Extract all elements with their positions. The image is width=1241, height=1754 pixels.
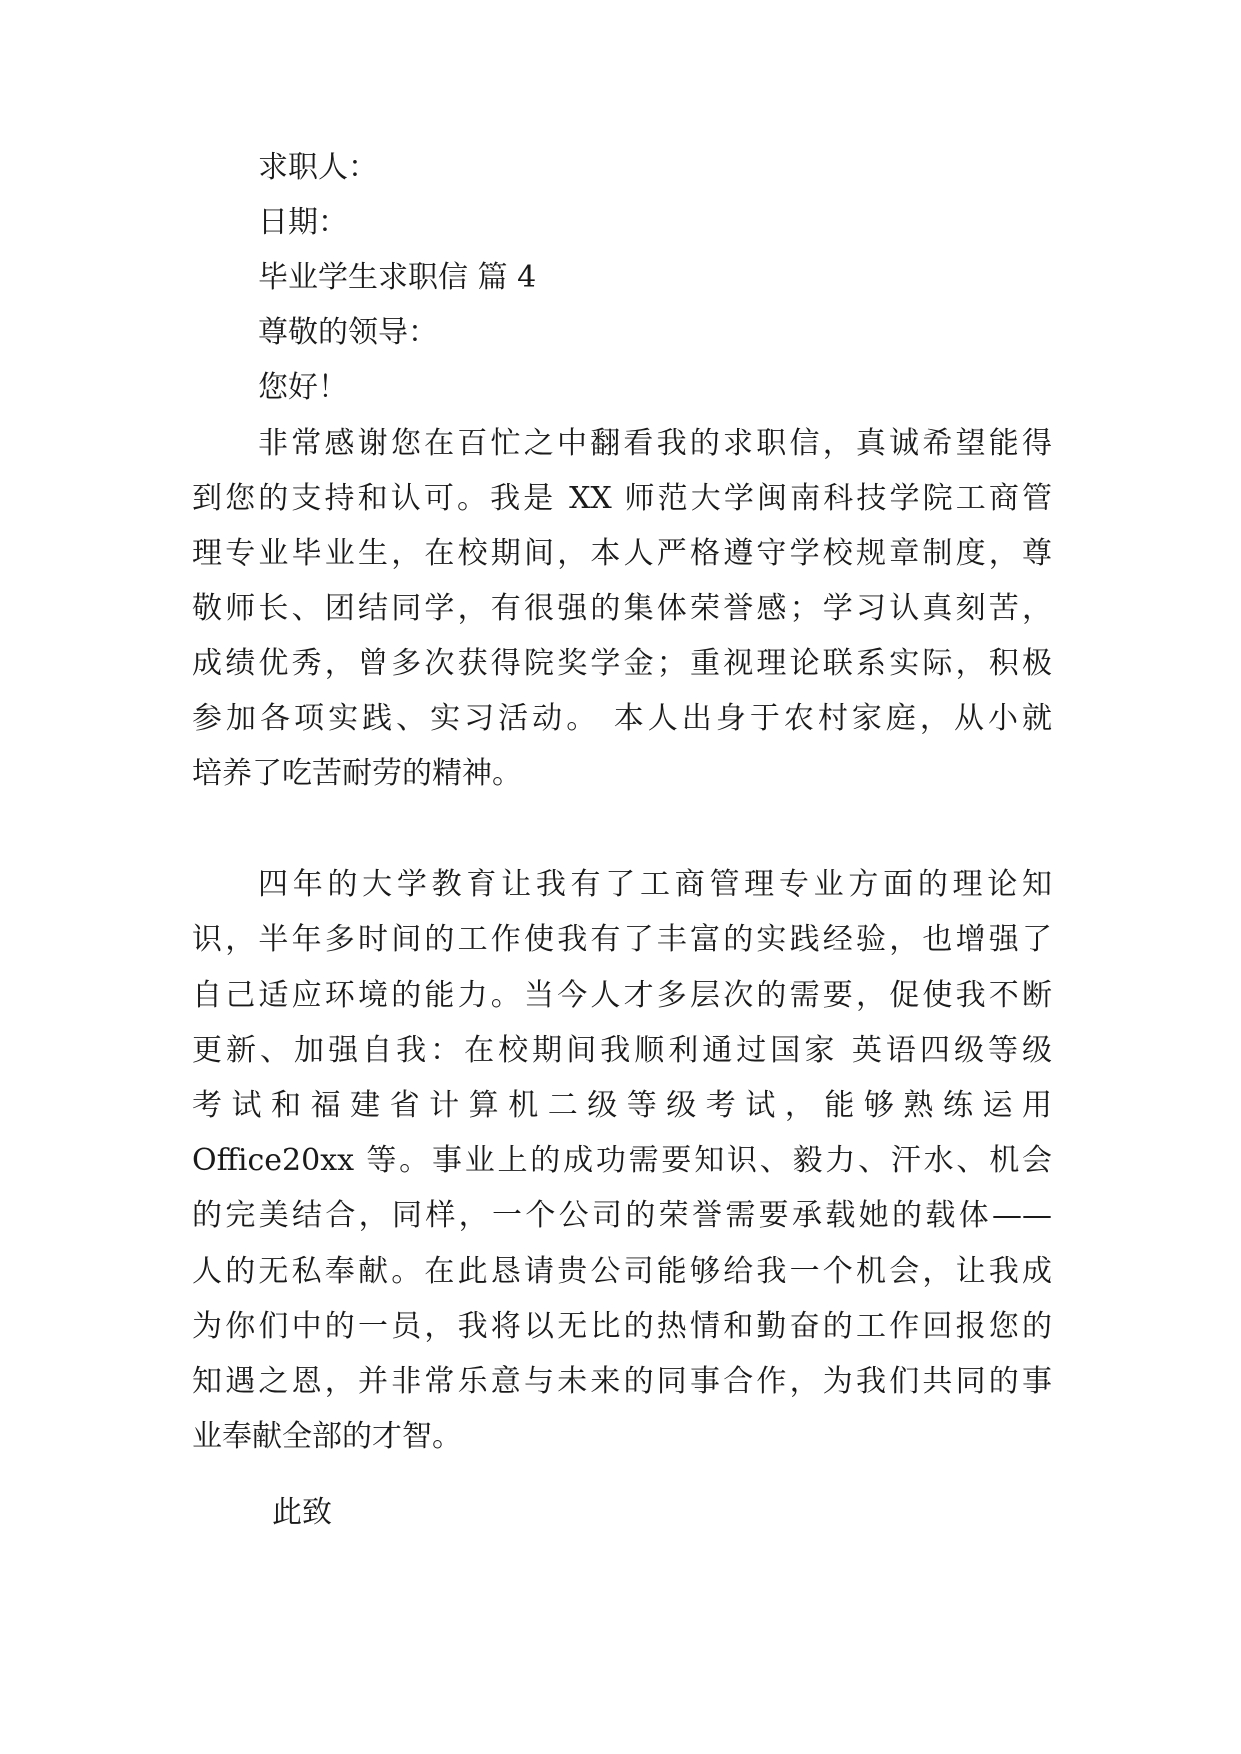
salutation-line: 尊敬的领导：	[258, 315, 438, 350]
paragraph1-line: 非常感谢您在百忙之中翻看我的求职信，真诚希望能得	[258, 426, 1052, 461]
closing-line: 此致	[272, 1495, 332, 1530]
paragraph2-line: 知遇之恩，并非常乐意与未来的同事合作，为我们共同的事	[192, 1364, 1052, 1399]
greeting-line: 您好！	[258, 370, 348, 405]
paragraph1-line: 到您的支持和认可。我是 XX 师范大学闽南科技学院工商管	[192, 481, 1052, 516]
paragraph2-line: 考试和福建省计算机二级等级考试，能够熟练运用	[192, 1088, 1052, 1123]
paragraph1-line: 参加各项实践、实习活动。 本人出身于农村家庭，从小就	[192, 701, 1052, 736]
date-line: 日期：	[258, 205, 348, 240]
paragraph1-line: 成绩优秀，曾多次获得院奖学金；重视理论联系实际，积极	[192, 646, 1052, 681]
paragraph2-line: 的完美结合，同样，一个公司的荣誉需要承载她的载体——	[192, 1198, 1052, 1233]
paragraph1-line: 培养了吃苦耐劳的精神。	[192, 756, 522, 791]
paragraph2-line: Office20xx 等。事业上的成功需要知识、毅力、汗水、机会	[192, 1143, 1052, 1178]
paragraph2-line: 人的无私奉献。在此恳请贵公司能够给我一个机会，让我成	[192, 1254, 1052, 1289]
paragraph1-line: 理专业毕业生，在校期间，本人严格遵守学校规章制度，尊	[192, 536, 1052, 571]
applicant-line: 求职人：	[258, 150, 378, 185]
letter-title: 毕业学生求职信 篇 4	[258, 260, 537, 295]
paragraph2-line: 为你们中的一员，我将以无比的热情和勤奋的工作回报您的	[192, 1309, 1052, 1344]
paragraph2-line: 四年的大学教育让我有了工商管理专业方面的理论知	[258, 867, 1052, 902]
paragraph2-line: 识，半年多时间的工作使我有了丰富的实践经验，也增强了	[192, 922, 1052, 957]
paragraph2-line: 业奉献全部的才智。	[192, 1419, 462, 1454]
paragraph2-line: 更新、加强自我：在校期间我顺利通过国家 英语四级等级	[192, 1033, 1052, 1068]
paragraph1-line: 敬师长、团结同学，有很强的集体荣誉感；学习认真刻苦，	[192, 591, 1052, 626]
paragraph2-line: 自己适应环境的能力。当今人才多层次的需要，促使我不断	[192, 978, 1052, 1013]
